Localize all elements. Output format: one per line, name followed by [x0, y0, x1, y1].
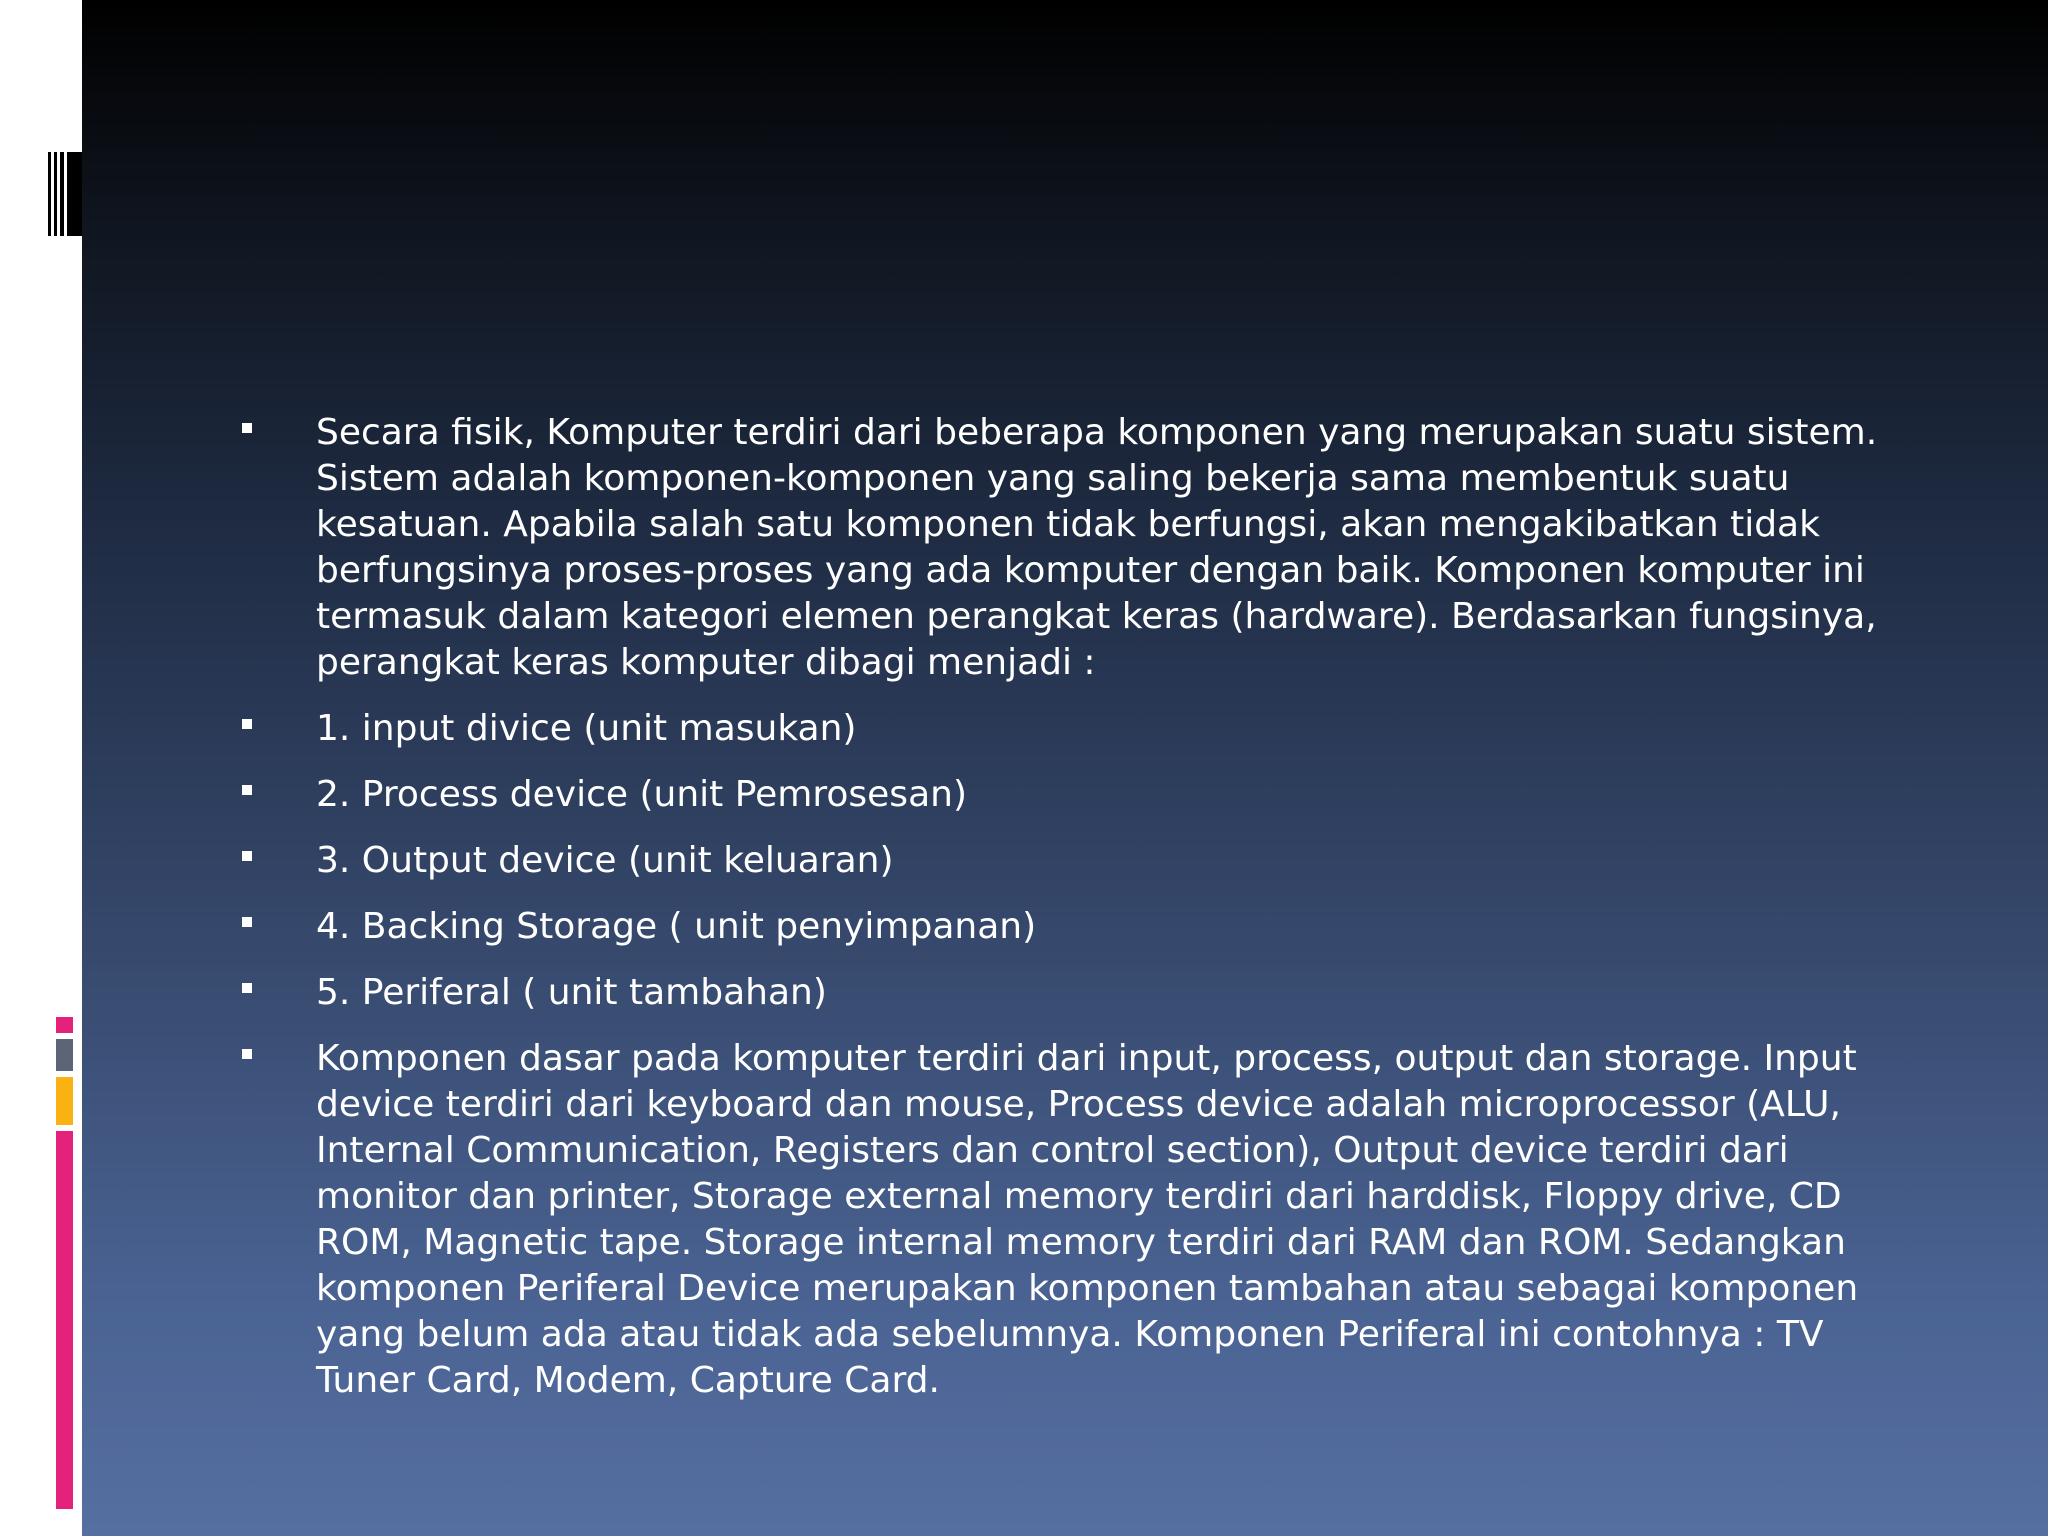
square-bullet-icon — [242, 719, 252, 729]
bullet-list — [240, 410, 1900, 1424]
list-item-text: 2. Process device (unit Pemrosesan) — [316, 774, 967, 815]
accent-block-pink-small — [56, 1017, 73, 1033]
square-bullet-icon — [242, 851, 252, 861]
list-item — [240, 706, 1900, 752]
list-item — [240, 970, 1900, 1016]
list-item-text: Komponen dasar pada komputer terdiri dari input, process, output dan storage. Input device terdiri dari keyboard dan mouse, Process device adalah microprocessor (ALU, Internal Communication, Registers dan control section), Output device terdiri dari monitor dan printer, Storage external memory terdiri dari harddisk, Floppy drive, CD ROM, Magnetic tape. Storage internal memory terdiri dari RAM dan ROM. Sedangkan komponen Periferal Device merupakan komponen tambahan atau sebagai komponen yang belum ada atau tidak ada sebelumnya. Komponen Periferal ini contohnya : TV Tuner Card, Modem, Capture Card. — [316, 1038, 1859, 1401]
square-bullet-icon — [242, 785, 252, 795]
list-item-text: Secara fisik, Komputer terdiri dari beberapa komponen yang merupakan suatu sistem. Sistem adalah komponen-komponen yang saling bekerja sama membentuk suatu kesatuan. Apabila salah satu komponen tidak berfungsi, akan mengakibatkan tidak berfungsinya proses-proses yang ada komputer dengan baik. Komponen komputer ini termasuk dalam kategori elemen perangkat keras (hardware). Berdasarkan fungsinya, perangkat keras komputer dibagi menjadi : — [316, 412, 1878, 683]
square-bullet-icon — [242, 1049, 252, 1059]
list-item — [240, 772, 1900, 818]
square-bullet-icon — [242, 917, 252, 927]
decorative-bars — [48, 152, 82, 236]
list-item-text: 4. Backing Storage ( unit penyimpanan) — [316, 906, 1037, 947]
list-item-text: 1. input divice (unit masukan) — [316, 708, 857, 749]
list-item-text: 5. Periferal ( unit tambahan) — [316, 972, 827, 1013]
list-item — [240, 838, 1900, 884]
list-item — [240, 904, 1900, 950]
square-bullet-icon — [242, 423, 252, 433]
accent-block-yellow — [56, 1077, 73, 1125]
accent-block-gray — [56, 1039, 73, 1071]
list-item — [240, 410, 1900, 686]
accent-block-pink-tall — [56, 1131, 73, 1509]
list-item — [240, 1036, 1900, 1404]
list-item-text: 3. Output device (unit keluaran) — [316, 840, 894, 881]
square-bullet-icon — [242, 983, 252, 993]
